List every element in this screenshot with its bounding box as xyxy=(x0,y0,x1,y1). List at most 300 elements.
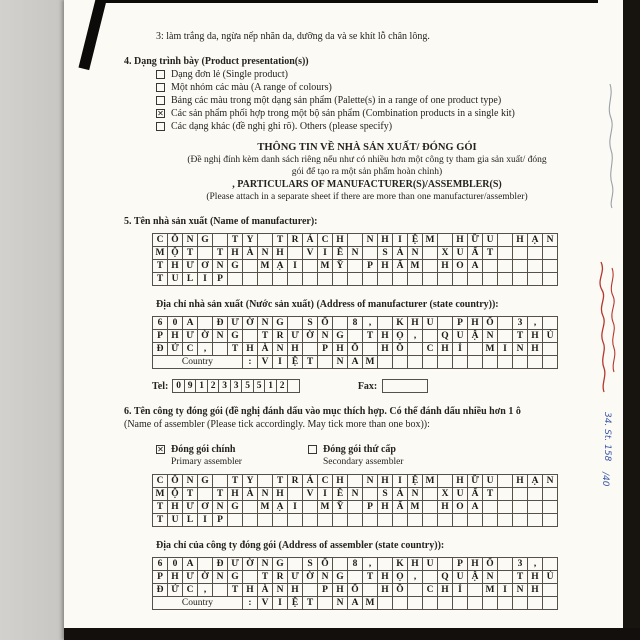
grid-cell: R xyxy=(287,474,303,488)
grid-cell: R xyxy=(272,570,288,584)
grid-cell: Ồ xyxy=(392,342,408,356)
grid-cell xyxy=(497,272,513,286)
tel-digits xyxy=(173,379,300,393)
grid-cell: Đ xyxy=(152,342,168,356)
grid-cell xyxy=(542,246,558,260)
grid-cell: U xyxy=(452,329,468,343)
grid-cell: U xyxy=(167,513,183,527)
checkbox-mark: ✕ xyxy=(157,109,164,118)
grid-cell: I xyxy=(287,259,303,273)
grid-cell: U xyxy=(482,233,498,247)
grid-cell xyxy=(497,513,513,527)
grid-cell: , xyxy=(362,316,378,330)
grid-cell: T xyxy=(182,487,198,501)
grid-cell: Đ xyxy=(212,557,228,571)
grid-cell xyxy=(467,513,483,527)
grid-cell: H xyxy=(437,500,453,514)
grid-cell: N xyxy=(407,487,423,501)
grid-cell: I xyxy=(497,342,513,356)
tel-digit-cell: 1 xyxy=(264,379,277,393)
grid-cell: Í xyxy=(452,342,468,356)
grid-cell xyxy=(287,272,303,286)
tel-digit-cell: 1 xyxy=(195,379,208,393)
grid-cell: M xyxy=(152,487,168,501)
grid-cell xyxy=(422,487,438,501)
grid-cell xyxy=(437,513,453,527)
grid-cell: H xyxy=(512,233,528,247)
grid-cell xyxy=(437,355,453,369)
grid-cell: C xyxy=(182,583,198,597)
grid-cell: À xyxy=(257,583,273,597)
handwritten-blue-note-1: 34. St. 158 xyxy=(602,412,612,462)
handwritten-blue-note-2: /40 xyxy=(600,472,610,487)
grid-cell xyxy=(242,259,258,273)
grid-cell: Ạ xyxy=(527,474,543,488)
manufacturer-info-header xyxy=(124,141,610,203)
grid-cell: S xyxy=(302,557,318,571)
grid-cell: H xyxy=(332,233,348,247)
grid-cell: H xyxy=(452,474,468,488)
grid-cell xyxy=(422,596,438,610)
grid-cell: T xyxy=(152,513,168,527)
grid-cell: Ậ xyxy=(467,329,483,343)
tel-digit-cell: 0 xyxy=(172,379,185,393)
grid-cell xyxy=(377,355,393,369)
grid-cell xyxy=(212,233,228,247)
grid-cell: U xyxy=(452,246,468,260)
grid-cell: À xyxy=(242,487,258,501)
grid-cell xyxy=(287,557,303,571)
grid-cell: N xyxy=(482,329,498,343)
grid-cell xyxy=(497,233,513,247)
grid-cell: P xyxy=(452,316,468,330)
header-note-vi-2: gói để tạo ra một sản phẩm hoàn chỉnh) xyxy=(291,167,443,177)
grid-cell: M xyxy=(422,474,438,488)
grid-cell: N xyxy=(512,583,528,597)
grid-cell xyxy=(347,513,363,527)
grid-cell: H xyxy=(527,583,543,597)
grid-cell: U xyxy=(422,316,438,330)
grid-cell: Y xyxy=(242,474,258,488)
grid-cell xyxy=(437,596,453,610)
grid-cell xyxy=(317,272,333,286)
grid-cell: H xyxy=(332,583,348,597)
grid-cell xyxy=(497,570,513,584)
grid-cell xyxy=(347,329,363,343)
grid-cell xyxy=(257,272,273,286)
grid-row xyxy=(152,570,610,584)
grid-cell xyxy=(317,596,333,610)
grid-cell: Ủ xyxy=(542,570,558,584)
grid-cell xyxy=(347,570,363,584)
grid-cell xyxy=(392,513,408,527)
header-title-en: , PARTICULARS OF MANUFACTURER(S)/ASSEMBLER(S) xyxy=(232,179,502,190)
grid-cell: H xyxy=(227,246,243,260)
grid-cell xyxy=(542,513,558,527)
grid-cell xyxy=(272,513,288,527)
grid-cell: , xyxy=(407,570,423,584)
grid-cell: 0 xyxy=(167,557,183,571)
grid-cell: H xyxy=(377,342,393,356)
grid-cell xyxy=(332,513,348,527)
grid-cell xyxy=(212,474,228,488)
grid-cell: Ư xyxy=(227,557,243,571)
assembler-option-label: Đóng gói chính xyxy=(171,444,236,455)
grid-cell xyxy=(452,596,468,610)
grid-cell: M xyxy=(407,500,423,514)
grid-cell: N xyxy=(317,570,333,584)
grid-cell: N xyxy=(347,246,363,260)
grid-cell: S xyxy=(377,246,393,260)
grid-cell: Ọ xyxy=(392,570,408,584)
assembler-address-grid xyxy=(152,557,610,610)
grid-cell: H xyxy=(377,500,393,514)
country-label: Country xyxy=(152,596,243,610)
tel-digit-cell: 9 xyxy=(184,379,197,393)
grid-cell: Ố xyxy=(482,316,498,330)
grid-cell: , xyxy=(527,316,543,330)
country-row xyxy=(152,596,610,610)
grid-row xyxy=(152,487,610,501)
grid-cell: N xyxy=(212,570,228,584)
grid-cell: Ạ xyxy=(272,500,288,514)
grid-cell: N xyxy=(482,570,498,584)
grid-cell: Y xyxy=(242,233,258,247)
grid-cell xyxy=(377,272,393,286)
grid-cell: P xyxy=(362,259,378,273)
grid-cell: G xyxy=(197,233,213,247)
grid-cell: Í xyxy=(452,583,468,597)
grid-cell: Ữ xyxy=(467,233,483,247)
grid-cell xyxy=(407,513,423,527)
grid-cell: Ê xyxy=(332,246,348,260)
grid-cell: Ả xyxy=(392,246,408,260)
grid-cell: H xyxy=(452,233,468,247)
grid-cell xyxy=(512,272,528,286)
grid-cell: T xyxy=(212,246,228,260)
grid-cell xyxy=(452,355,468,369)
grid-cell xyxy=(377,316,393,330)
grid-cell: U xyxy=(422,557,438,571)
grid-row xyxy=(152,342,610,356)
grid-cell: I xyxy=(392,233,408,247)
grid-cell xyxy=(302,500,318,514)
grid-cell: O xyxy=(452,500,468,514)
header-note-en: (Please attach in a separate sheet if there are more than one manufacturer/assembler) xyxy=(206,192,528,202)
option-label: Dạng đơn lẻ (Single product) xyxy=(171,69,288,80)
grid-cell: T xyxy=(152,272,168,286)
grid-cell: H xyxy=(467,557,483,571)
grid-cell: Ư xyxy=(182,570,198,584)
grid-cell: Ờ xyxy=(242,316,258,330)
option-combination-kit xyxy=(156,107,610,120)
grid-cell: , xyxy=(197,583,213,597)
grid-cell: H xyxy=(167,259,183,273)
grid-cell xyxy=(527,259,543,273)
grid-cell: V xyxy=(257,355,273,369)
grid-cell: M xyxy=(152,246,168,260)
checkbox-icon xyxy=(156,70,165,79)
grid-cell xyxy=(392,272,408,286)
grid-cell: T xyxy=(152,259,168,273)
grid-cell: T xyxy=(272,474,288,488)
grid-cell xyxy=(422,272,438,286)
grid-cell: N xyxy=(512,342,528,356)
tel-digit-cell: 2 xyxy=(207,379,220,393)
grid-cell xyxy=(467,272,483,286)
grid-cell xyxy=(437,474,453,488)
grid-cell xyxy=(362,272,378,286)
assembler-option-sublabel: Primary assembler xyxy=(171,457,242,467)
grid-cell: R xyxy=(272,329,288,343)
section6-title-line1: 6. Tên công ty đóng gói (đề nghị đánh dấu vào mục thích hợp. Có thể đánh dấu nhiều hơn 1 ô xyxy=(124,406,521,417)
grid-cell xyxy=(527,500,543,514)
grid-cell: N xyxy=(362,233,378,247)
section5-title: 5. Tên nhà sản xuất (Name of manufacturer): xyxy=(124,216,318,227)
tel-digit-cell xyxy=(287,379,300,393)
grid-cell: Ư xyxy=(182,329,198,343)
grid-cell: Ô xyxy=(167,233,183,247)
grid-cell: N xyxy=(182,474,198,488)
grid-cell: H xyxy=(377,259,393,273)
grid-cell: H xyxy=(407,316,423,330)
grid-cell xyxy=(542,487,558,501)
grid-cell: , xyxy=(362,557,378,571)
grid-cell: Ư xyxy=(182,500,198,514)
grid-cell: N xyxy=(347,487,363,501)
grid-cell: Ơ xyxy=(197,259,213,273)
grid-cell: T xyxy=(227,474,243,488)
grid-cell xyxy=(257,474,273,488)
grid-cell: H xyxy=(167,570,183,584)
grid-cell: S xyxy=(377,487,393,501)
grid-cell: H xyxy=(272,487,288,501)
grid-cell xyxy=(542,259,558,273)
grid-cell: P xyxy=(152,570,168,584)
grid-cell xyxy=(242,329,258,343)
grid-cell xyxy=(527,246,543,260)
grid-cell xyxy=(407,342,423,356)
grid-cell: , xyxy=(197,342,213,356)
grid-cell: T xyxy=(182,246,198,260)
grid-cell: K xyxy=(392,316,408,330)
grid-cell xyxy=(542,342,558,356)
assembler-option-primary xyxy=(156,443,308,469)
grid-cell: G xyxy=(227,570,243,584)
header-title-vi: THÔNG TIN VỀ NHÀ SẢN XUẤT/ ĐÓNG GÓI xyxy=(257,142,477,153)
grid-cell: V xyxy=(257,596,273,610)
grid-cell: T xyxy=(302,596,318,610)
grid-cell: I xyxy=(392,474,408,488)
tel-digit-cell: 3 xyxy=(218,379,231,393)
grid-cell xyxy=(197,487,213,501)
grid-cell xyxy=(512,500,528,514)
grid-cell: Ọ xyxy=(392,329,408,343)
grid-cell xyxy=(422,500,438,514)
grid-cell: V xyxy=(302,487,318,501)
grid-cell xyxy=(512,596,528,610)
grid-cell: G xyxy=(332,329,348,343)
grid-cell: H xyxy=(467,316,483,330)
grid-cell: T xyxy=(512,570,528,584)
grid-cell: P xyxy=(152,329,168,343)
grid-cell: Ư xyxy=(287,329,303,343)
grid-row xyxy=(152,513,610,527)
grid-cell: N xyxy=(332,596,348,610)
assembler-address-label: Địa chỉ của công ty đóng gói (Address of assembler (state country)): xyxy=(156,540,445,551)
grid-cell: Ộ xyxy=(167,246,183,260)
document-page xyxy=(64,0,624,640)
grid-cell: G xyxy=(227,259,243,273)
grid-cell: H xyxy=(332,342,348,356)
grid-cell xyxy=(467,355,483,369)
grid-cell xyxy=(422,329,438,343)
grid-cell xyxy=(197,316,213,330)
grid-cell: H xyxy=(527,329,543,343)
grid-cell: T xyxy=(257,329,273,343)
grid-cell: Ố xyxy=(317,557,333,571)
grid-cell: C xyxy=(182,342,198,356)
grid-cell: Ệ xyxy=(287,355,303,369)
grid-cell: M xyxy=(482,342,498,356)
checkbox-icon xyxy=(308,445,317,454)
grid-cell: M xyxy=(317,500,333,514)
grid-cell: K xyxy=(392,557,408,571)
tel-digit-cell: 5 xyxy=(253,379,266,393)
grid-cell: C xyxy=(152,474,168,488)
grid-cell xyxy=(482,259,498,273)
grid-cell: N xyxy=(182,233,198,247)
grid-cell: 8 xyxy=(347,557,363,571)
grid-cell xyxy=(212,342,228,356)
grid-cell: , xyxy=(407,329,423,343)
grid-cell xyxy=(527,272,543,286)
grid-cell xyxy=(317,355,333,369)
assembler-name-grid xyxy=(152,474,610,527)
fax-empty-box xyxy=(382,379,428,393)
grid-cell xyxy=(287,246,303,260)
grid-cell: Ạ xyxy=(527,233,543,247)
grid-cell xyxy=(542,557,558,571)
grid-cell: A xyxy=(467,500,483,514)
grid-cell: X xyxy=(437,487,453,501)
grid-cell xyxy=(347,474,363,488)
grid-cell xyxy=(197,557,213,571)
grid-cell xyxy=(497,329,513,343)
grid-cell: P xyxy=(212,272,228,286)
grid-cell xyxy=(227,513,243,527)
intro-line: 3: làm trắng da, ngừa nếp nhăn da, dưỡng da và se khít lỗ chân lông. xyxy=(156,31,430,42)
grid-cell xyxy=(227,272,243,286)
grid-cell: P xyxy=(317,342,333,356)
grid-cell: T xyxy=(227,342,243,356)
grid-cell xyxy=(452,272,468,286)
checkbox-mark: ✕ xyxy=(157,445,164,454)
grid-cell xyxy=(512,246,528,260)
grid-cell xyxy=(422,259,438,273)
grid-cell xyxy=(332,557,348,571)
grid-cell xyxy=(527,596,543,610)
grid-cell: N xyxy=(257,316,273,330)
grid-cell: N xyxy=(257,487,273,501)
option-single-product xyxy=(156,68,610,81)
grid-cell: X xyxy=(437,246,453,260)
grid-cell: U xyxy=(452,487,468,501)
grid-cell: Á xyxy=(302,233,318,247)
handwritten-pencil-note xyxy=(602,80,624,212)
grid-cell xyxy=(482,272,498,286)
page-content xyxy=(124,30,610,610)
grid-cell xyxy=(542,500,558,514)
grid-cell xyxy=(497,259,513,273)
grid-cell xyxy=(242,570,258,584)
checkbox-icon xyxy=(156,122,165,131)
grid-cell: Ư xyxy=(182,259,198,273)
grid-cell: T xyxy=(257,570,273,584)
assembler-option-sublabel: Secondary assembler xyxy=(323,457,404,467)
grid-cell: 6 xyxy=(152,557,168,571)
grid-cell: H xyxy=(227,487,243,501)
grid-row xyxy=(152,557,610,571)
grid-cell xyxy=(407,272,423,286)
grid-cell xyxy=(467,342,483,356)
grid-cell xyxy=(422,513,438,527)
grid-cell xyxy=(512,355,528,369)
grid-cell xyxy=(437,272,453,286)
grid-cell xyxy=(407,583,423,597)
grid-cell: 3 xyxy=(512,557,528,571)
grid-cell: Ệ xyxy=(287,596,303,610)
grid-cell xyxy=(257,233,273,247)
option-palette xyxy=(156,94,610,107)
grid-cell: L xyxy=(182,513,198,527)
grid-cell: Ố xyxy=(317,316,333,330)
grid-cell xyxy=(497,500,513,514)
grid-cell xyxy=(482,513,498,527)
grid-cell xyxy=(542,316,558,330)
grid-row xyxy=(152,272,610,286)
assembler-option-secondary xyxy=(308,443,403,469)
grid-cell: T xyxy=(362,329,378,343)
tel-label: Tel: xyxy=(152,380,169,392)
grid-cell: C xyxy=(317,474,333,488)
grid-cell: Ậ xyxy=(467,570,483,584)
grid-cell: H xyxy=(437,583,453,597)
grid-cell: H xyxy=(167,500,183,514)
grid-cell: G xyxy=(272,316,288,330)
grid-cell: A xyxy=(347,355,363,369)
grid-cell: H xyxy=(377,329,393,343)
grid-cell: T xyxy=(272,233,288,247)
scan-artifact-right-edge xyxy=(623,0,640,640)
grid-cell xyxy=(497,316,513,330)
grid-cell xyxy=(302,513,318,527)
grid-cell xyxy=(302,342,318,356)
grid-cell: M xyxy=(407,259,423,273)
grid-cell: H xyxy=(242,342,258,356)
grid-cell: Ơ xyxy=(197,500,213,514)
grid-cell xyxy=(362,513,378,527)
grid-cell xyxy=(242,272,258,286)
grid-cell xyxy=(512,259,528,273)
grid-cell: Ô xyxy=(167,474,183,488)
grid-cell: N xyxy=(317,329,333,343)
grid-cell: N xyxy=(212,259,228,273)
grid-cell: U xyxy=(167,272,183,286)
scan-artifact-bottom-bar xyxy=(64,628,640,640)
grid-cell xyxy=(392,355,408,369)
grid-cell: M xyxy=(482,583,498,597)
